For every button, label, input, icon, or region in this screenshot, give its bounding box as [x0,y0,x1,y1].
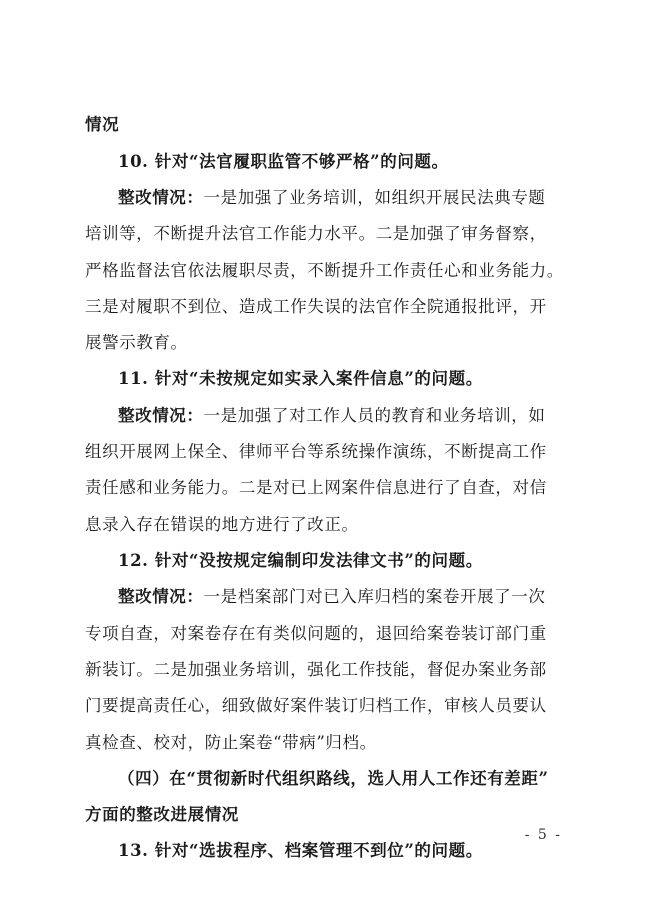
rectification-text: 一是档案部门对已入库归档的案卷开展了一次 [203,587,546,606]
item-10-rectification-line-5: 展警示教育。 [85,333,188,352]
rectification-label: 整改情况： [118,406,204,425]
item-10-rectification-line-3: 严格监督法官依法履职尽责，不断提升工作责任心和业务能力。 [85,261,564,280]
item-11-heading: 11. 针对“未按规定如实录入案件信息”的问题。 [118,369,483,388]
item-12-rectification-line-2: 专项自查，对案卷存在有类似问题的，退回给案卷装订部门重 [85,624,547,643]
item-11-rectification-line-3: 责任感和业务能力。二是对已上网案件信息进行了自查，对信 [85,478,547,497]
item-12-rectification-line-4: 门要提高责任心，细致做好案件装订归档工作，审核人员要认 [85,696,547,715]
item-10-rectification-line-4: 三是对履职不到位、造成工作失误的法官作全院通报批评，开 [85,297,547,316]
item-12-heading: 12. 针对“没按规定编制印发法律文书”的问题。 [118,551,483,570]
item-11-rectification-line-4: 息录入存在错误的地方进行了改正。 [85,515,359,534]
section-heading-continuation: 情况 [85,115,120,134]
section-4-heading-line-1: （四）在“贯彻新时代组织路线，选人用人工作还有差距” [118,769,549,788]
section-4-heading-line-2: 方面的整改进展情况 [85,805,239,824]
item-10-rectification-line-1 [118,186,598,210]
item-12-rectification-line-5: 真检查、校对，防止案卷“带病”归档。 [85,733,377,752]
item-13-heading: 13. 针对“选拔程序、档案管理不到位”的问题。 [118,841,483,860]
rectification-label: 整改情况： [118,587,204,606]
page-number: - 5 - [524,827,562,843]
item-10-rectification-line-2: 培训等，不断提升法官工作能力水平。二是加强了审务督察， [85,224,547,243]
item-10-heading: 10. 针对“法官履职监管不够严格”的问题。 [118,152,449,171]
item-11-rectification-line-1 [118,404,598,428]
item-12-rectification-line-3: 新装订。二是加强业务培训，强化工作技能，督促办案业务部 [85,660,547,679]
item-12-rectification-line-1 [118,585,598,609]
rectification-text: 一是加强了对工作人员的教育和业务培训，如 [203,406,546,425]
rectification-text: 一是加强了业务培训，如组织开展民法典专题 [203,188,546,207]
item-11-rectification-line-2: 组织开展网上保全、律师平台等系统操作演练，不断提高工作 [85,442,547,461]
rectification-label: 整改情况： [118,188,204,207]
